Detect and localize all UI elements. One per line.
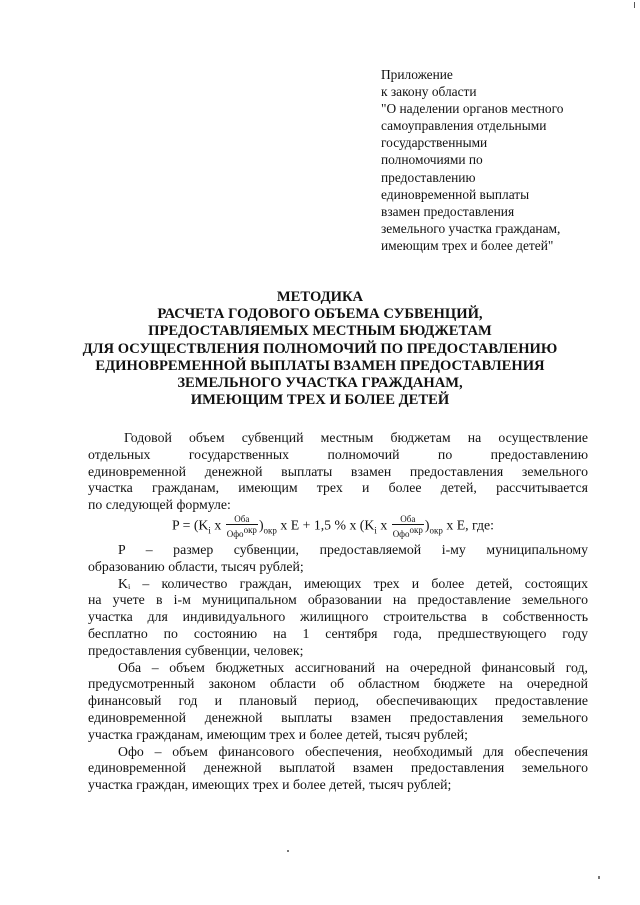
formula-text: x E + 1,5 % x (K bbox=[276, 517, 375, 533]
definition-line: Офо – объем финансового обеспечения, необходимый для обеспечения bbox=[118, 743, 588, 759]
formula-subscript: окр bbox=[429, 525, 443, 536]
appendix-line: полномочиями по bbox=[381, 152, 483, 168]
denominator-text: Офо bbox=[226, 529, 244, 539]
denominator-superscript: окр bbox=[243, 525, 257, 535]
appendix-line: самоуправления отдельными bbox=[381, 118, 547, 134]
definition-ofo bbox=[88, 744, 588, 794]
appendix-line: предоставлению bbox=[381, 169, 476, 185]
formula-subscript: окр bbox=[263, 525, 277, 536]
denominator-superscript: окр bbox=[409, 525, 423, 535]
intro-line: по следующей формуле: bbox=[88, 497, 231, 513]
definition-line: бесплатно по состоянию на 1 сентября года, предшествующего году bbox=[88, 625, 588, 641]
appendix-note bbox=[381, 66, 621, 254]
definition-line: единовременной денежной выплаты взамен предоставления земельного bbox=[88, 709, 588, 725]
formula-fraction bbox=[392, 514, 424, 539]
formula-fraction bbox=[226, 514, 258, 539]
title-line: ДЛЯ ОСУЩЕСТВЛЕНИЯ ПОЛНОМОЧИЙ ПО ПРЕДОСТАВЛЕНИЮ bbox=[82, 340, 558, 357]
title-line: ЗЕМЕЛЬНОГО УЧАСТКА ГРАЖДАНАМ, bbox=[177, 375, 463, 392]
formula-text: ) bbox=[258, 517, 264, 533]
fraction-denominator bbox=[226, 525, 258, 539]
title-line: РАСЧЕТА ГОДОВОГО ОБЪЕМА СУБВЕНЦИЙ, bbox=[157, 306, 483, 323]
appendix-line: земельного участка гражданам, bbox=[381, 220, 561, 236]
title-line: ИМЕЮЩИМ ТРЕХ И БОЛЕЕ ДЕТЕЙ bbox=[190, 392, 450, 409]
definitions-list bbox=[88, 542, 588, 794]
definition-line: Оба – объем бюджетных ассигнований на очередной финансовый год, bbox=[118, 659, 588, 675]
definition-line: финансовый год и плановый период, обеспечивающих предоставление bbox=[88, 693, 588, 709]
fraction-numerator: Оба bbox=[392, 514, 424, 525]
title-line: ПРЕДОСТАВЛЯЕМЫХ МЕСТНЫМ БЮДЖЕТАМ bbox=[148, 323, 492, 340]
scan-mark bbox=[598, 876, 600, 879]
fraction-numerator: Оба bbox=[226, 514, 258, 525]
formula-text: x bbox=[210, 517, 225, 533]
appendix-line: единовременной выплаты bbox=[381, 186, 530, 202]
scan-mark bbox=[287, 850, 289, 852]
intro-line: участка гражданам, имеющим трех и более детей, рассчитывается bbox=[88, 480, 588, 496]
definition-line: участка гражданам, имеющим трех и более детей, тысяч рублей; bbox=[88, 726, 469, 742]
definition-ki bbox=[88, 576, 588, 660]
title-line: МЕТОДИКА bbox=[276, 289, 364, 305]
intro-line: единовременной денежной выплаты взамен предоставления земельного bbox=[88, 463, 588, 479]
fraction-denominator bbox=[392, 525, 424, 539]
document-title bbox=[60, 289, 580, 409]
appendix-line: "О наделении органов местного bbox=[381, 101, 564, 117]
intro-line: отдельных государственных полномочий по предоставлению bbox=[88, 446, 588, 462]
definition-line: Kᵢ – количество граждан, имеющих трех и более детей, состоящих bbox=[118, 575, 588, 591]
definition-line: на учете в i-м муниципальном образовании на предоставление земельного bbox=[88, 592, 588, 608]
appendix-line: государственными bbox=[381, 135, 488, 151]
definition-line: предусмотренный законом области об областном бюджете на очередной bbox=[88, 676, 588, 692]
definition-line: P – размер субвенции, предоставляемой i-му муниципальному bbox=[118, 542, 588, 557]
formula-text: x bbox=[376, 517, 391, 533]
definition-line: единовременной денежной выплатой взамен предоставления земельного bbox=[88, 760, 588, 776]
intro-paragraph bbox=[88, 430, 588, 514]
definition-line: образованию области, тысяч рублей; bbox=[88, 558, 304, 574]
appendix-line: имеющим трех и более детей" bbox=[381, 237, 554, 253]
intro-line: Годовой объем субвенций местным бюджетам на осуществление bbox=[124, 430, 588, 445]
formula-text: x E, где: bbox=[442, 517, 494, 533]
appendix-line: взамен предоставления bbox=[381, 203, 515, 219]
denominator-text: Офо bbox=[392, 529, 410, 539]
calculation-formula bbox=[172, 514, 592, 539]
scan-mark bbox=[634, 2, 635, 8]
definition-line: участка для индивидуального жилищного строительства в собственность bbox=[88, 609, 588, 625]
formula-text: ) bbox=[424, 517, 430, 533]
definition-p bbox=[88, 542, 588, 576]
appendix-line: к закону области bbox=[381, 84, 477, 100]
definition-oba bbox=[88, 660, 588, 744]
formula-subscript: i bbox=[374, 525, 377, 536]
formula-subscript: i bbox=[208, 525, 211, 536]
definition-line: участка граждан, имеющих трех и более детей, тысяч рублей; bbox=[88, 777, 452, 793]
definition-line: предоставления субвенции, человек; bbox=[88, 642, 304, 658]
appendix-line: Приложение bbox=[381, 67, 453, 82]
title-line: ЕДИНОВРЕМЕННОЙ ВЫПЛАТЫ ВЗАМЕН ПРЕДОСТАВЛЕНИЯ bbox=[95, 357, 545, 374]
formula-text: P = (K bbox=[172, 517, 209, 533]
